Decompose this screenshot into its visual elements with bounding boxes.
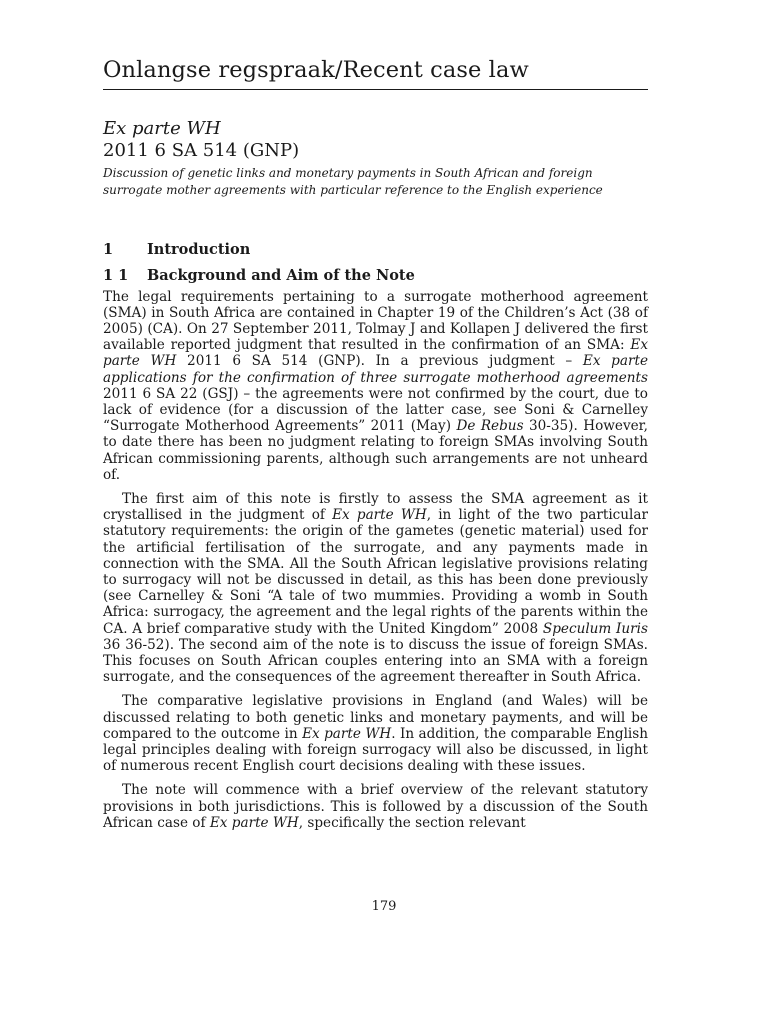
paragraph-text: The legal requirements pertaining to a surrogate motherhood agreement (SMA) in South Africa are contained in Chapter 19 of the Children’s Act (38 of 2005) (CA). On 27 September 2011, Tolmay J and Kollapen J delivered the first available reported judgment that resulted in the confirmation of an SMA: (103, 288, 648, 354)
page-number: 179 (371, 899, 397, 914)
case-citation: 2011 6 SA 514 (GNP) (103, 140, 300, 161)
italic-citation-text: Ex parte WH (332, 507, 427, 524)
subsection-heading-background (103, 266, 648, 286)
paragraph-text: , in light of the two particular statutory requirements: the origin of the gametes (genetic material) used for the artificial fertilisation of the surrogate, and any payments made in connection with the SMA. All the South African legislative provisions relating to surrogacy will not be discussed in detail, as this has been done previously (see Carnelley & Soni “A tale of two mummies. Providing a womb in South Africa: surrogacy, the agreement and the legal rights of the parents within the CA. A brief comparative study with the United Kingdom” 2008 (103, 507, 649, 637)
journal-header: Onlangse regspraak/Recent case law (103, 56, 648, 90)
section-title: Introduction (147, 240, 251, 258)
paragraph-text: , specifically the section relevant (298, 814, 526, 831)
body-paragraph (103, 289, 648, 483)
italic-citation-text: Ex parte WH (209, 814, 299, 831)
section-heading-introduction (103, 240, 648, 260)
paragraph-text: 2011 6 SA 22 (GSJ) – the agreements were not confirmed by the court, due to lack of evidence (for a discussion of the latter case, see Soni & Carnelley “Surrogate Motherhood Agreements” 2011 (May) (103, 385, 648, 435)
paragraph-text: 36 36-52). The second aim of the note is to discuss the issue of foreign SMAs. This focuses on South African couples entering into an SMA with a foreign surrogate, and the consequences of the agreement thereafter in South Africa. (103, 636, 648, 686)
body-paragraph (103, 693, 648, 774)
paragraph-text: 30-35). However, to date there has been no judgment relating to foreign SMAs involving South African commissioning parents, although such arrangements are not unheard of. (103, 418, 648, 483)
italic-citation-text: Ex parte applications for the confirmation of three surrogate motherhood agreements (103, 353, 648, 386)
italic-citation-text: Ex parte WH (103, 337, 648, 370)
section-number: 1 (103, 240, 114, 258)
paragraph-text: 2011 6 SA 514 (GNP). In a previous judgment – (176, 353, 583, 370)
case-subtitle: Discussion of genetic links and monetary payments in South African and foreign surrogate mother agreements with particular reference to the English experience (103, 166, 603, 197)
italic-citation-text: De Rebus (456, 418, 524, 435)
case-title: Ex parte WH (103, 118, 221, 139)
body-paragraph (103, 782, 648, 831)
page-content (103, 56, 648, 839)
italic-citation-text: Speculum Iuris (542, 620, 648, 637)
italic-citation-text: Ex parte WH (302, 725, 392, 742)
paragraph-text: The note will commence with a brief overview of the relevant statutory provisions in both jurisdictions. This is followed by a discussion of the South African case of (103, 782, 648, 831)
section-title: Background and Aim of the Note (147, 266, 415, 284)
body-paragraph (103, 491, 648, 685)
paragraph-text: The first aim of this note is firstly to assess the SMA agreement as it crystallised in the judgment of (103, 491, 648, 524)
section-number: 1 1 (103, 266, 129, 284)
paragraph-text: . In addition, the comparable English legal principles dealing with foreign surrogacy will also be discussed, in light of numerous recent English court decisions dealing with these issues. (103, 725, 648, 775)
paragraph-text: The comparative legislative provisions in England (and Wales) will be discussed relating to both genetic links and monetary payments, and will be compared to the outcome in (103, 693, 648, 742)
